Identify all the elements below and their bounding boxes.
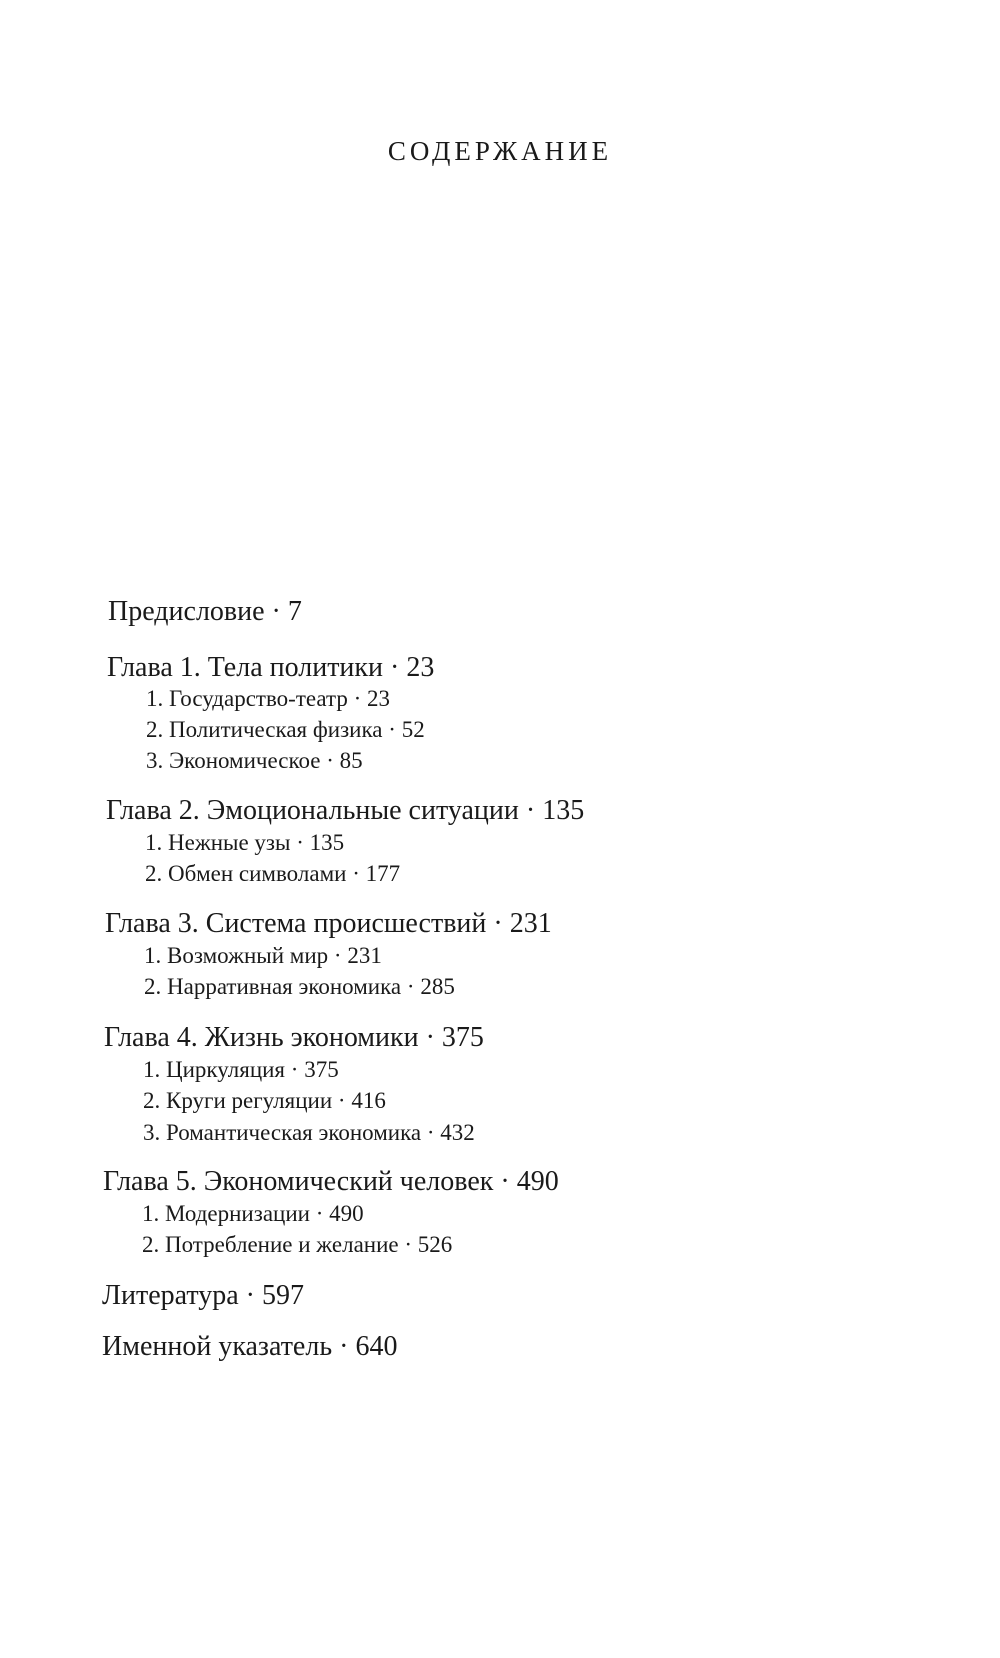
toc-entry-title: 3. Экономическое: [146, 748, 321, 773]
toc-entry-title: 1. Государство-театр: [146, 686, 348, 711]
toc-entry-title: 1. Нежные узы: [145, 830, 291, 855]
toc-entry-section: [143, 1089, 386, 1112]
toc-entry-title: 1. Возможный мир: [144, 943, 329, 968]
toc-page-number: 231: [509, 908, 552, 939]
toc-separator: ·: [425, 1022, 435, 1053]
toc-page-number: 526: [417, 1232, 453, 1257]
toc-entry-section: [144, 944, 382, 967]
toc-separator: ·: [525, 795, 536, 826]
toc-separator: ·: [315, 1201, 324, 1226]
toc-page-number: 23: [406, 652, 435, 683]
toc-separator: ·: [271, 596, 281, 627]
toc-entry-chapter-4: [104, 1024, 484, 1052]
toc-entry-title: Литература: [102, 1280, 239, 1311]
toc-entry-title: Глава 2. Эмоциональные ситуации: [106, 795, 519, 826]
toc-separator: ·: [352, 861, 360, 886]
toc-entry-chapter-3: [105, 910, 552, 938]
toc-entry-section: [146, 687, 390, 710]
toc-entry-section: [146, 749, 363, 772]
toc-entry-title: 2. Обмен символами: [145, 861, 347, 886]
toc-separator: ·: [290, 1057, 299, 1082]
toc-page-number: 490: [516, 1166, 559, 1197]
toc-entry-title: Глава 1. Тела политики: [107, 652, 384, 683]
toc-page-number: 640: [355, 1331, 398, 1362]
toc-page-number: 285: [420, 974, 455, 999]
toc-page-number: 416: [351, 1088, 386, 1113]
toc-entry-section: [144, 975, 455, 998]
toc-entry-section: [142, 1202, 364, 1225]
toc-entry-title: Глава 3. Система происшествий: [105, 908, 487, 939]
toc-entry-title: 2. Нарративная экономика: [144, 974, 402, 999]
toc-page-number: 375: [304, 1057, 339, 1082]
toc-page-number: 135: [542, 795, 585, 826]
toc-page-number: 85: [339, 748, 363, 773]
toc-page-number: 490: [329, 1201, 364, 1226]
toc-entry-title: 2. Потребление и желание: [142, 1232, 399, 1257]
toc-page-number: 375: [441, 1022, 484, 1053]
page-title: СОДЕРЖАНИЕ: [387, 136, 613, 166]
toc-page-number: 177: [365, 861, 401, 886]
toc-separator: ·: [493, 908, 503, 939]
toc-entry-title: 2. Круги регуляции: [143, 1088, 333, 1113]
toc-entry-chapter-1: [107, 654, 434, 682]
toc-separator: ·: [388, 717, 396, 742]
toc-separator: ·: [406, 974, 415, 999]
toc-separator: ·: [296, 830, 304, 855]
toc-page-number: 432: [440, 1120, 475, 1145]
toc-entry-chapter-5: [103, 1168, 559, 1196]
toc-entry-chapter-2: [106, 797, 584, 825]
toc-entry-title: Глава 5. Экономический человек: [103, 1166, 494, 1197]
toc-entry-section: [145, 862, 400, 885]
toc-separator: ·: [245, 1280, 255, 1311]
toc-entry-name-index: [102, 1333, 397, 1361]
toc-page-number: 231: [347, 943, 382, 968]
toc-separator: ·: [404, 1232, 413, 1257]
toc-entry-title: 3. Романтическая экономика: [143, 1120, 422, 1145]
toc-separator: ·: [326, 748, 334, 773]
toc-separator: ·: [390, 652, 400, 683]
toc-entry-section: [146, 718, 425, 741]
toc-entry-preface: [108, 598, 302, 626]
toc-entry-section: [143, 1121, 475, 1144]
toc-separator: ·: [333, 943, 342, 968]
toc-separator: ·: [426, 1120, 435, 1145]
toc-separator: ·: [353, 686, 362, 711]
toc-separator: ·: [337, 1088, 346, 1113]
toc-entry-title: 2. Политическая физика: [146, 717, 383, 742]
toc-entry-title: 1. Модернизации: [142, 1201, 310, 1226]
toc-entry-title: 1. Циркуляция: [143, 1057, 286, 1082]
toc-page-number: 23: [367, 686, 390, 711]
toc-separator: ·: [500, 1166, 510, 1197]
toc-page-number: 135: [309, 830, 345, 855]
toc-entry-title: Предисловие: [108, 596, 265, 627]
toc-entry-title: Именной указатель: [102, 1331, 333, 1362]
toc-entry-section: [143, 1058, 339, 1081]
toc-separator: ·: [339, 1331, 349, 1362]
toc-page-number: 7: [287, 596, 302, 627]
toc-entry-section: [142, 1233, 452, 1256]
toc-entry-title: Глава 4. Жизнь экономики: [104, 1022, 419, 1053]
toc-page-number: 52: [401, 717, 425, 742]
toc-entry-section: [145, 831, 344, 854]
toc-page-number: 597: [261, 1280, 304, 1311]
toc-entry-bibliography: [102, 1282, 304, 1310]
